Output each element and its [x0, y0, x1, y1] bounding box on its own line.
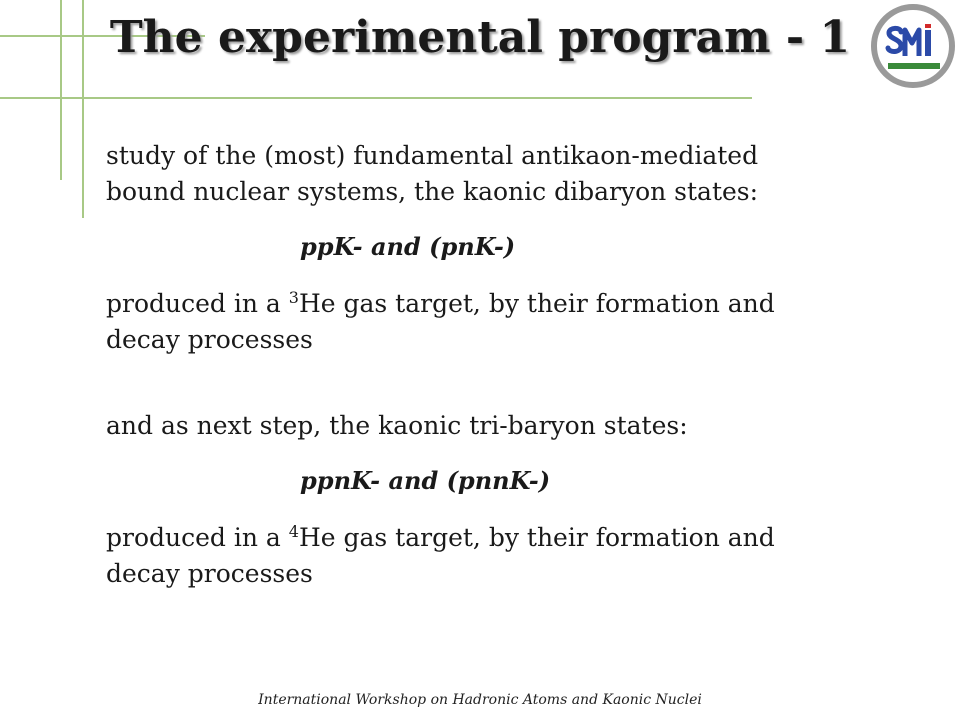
- decorative-vertical-line: [60, 0, 62, 180]
- formula-dibaryon: ppK- and (pnK-): [300, 232, 516, 261]
- paragraph-4-suffix: He gas target, by their formation and: [298, 523, 775, 552]
- paragraph-4-prefix: produced in a: [106, 523, 289, 552]
- paragraph-2-suffix: He gas target, by their formation and: [298, 289, 775, 318]
- decorative-vertical-line: [82, 0, 84, 218]
- paragraph-4-line-1: [106, 520, 775, 556]
- paragraph-2-prefix: produced in a: [106, 289, 289, 318]
- isotope-mass-number: 4: [288, 522, 299, 542]
- paragraph-1-line-1: study of the (most) fundamental antikaon-mediated: [106, 141, 759, 170]
- isotope-mass-number: 3: [288, 288, 299, 308]
- formula-tribaryon: ppnK- and (pnnK-): [300, 466, 551, 495]
- paragraph-3: and as next step, the kaonic tri-baryon states:: [106, 411, 688, 440]
- footer-workshop-name: International Workshop on Hadronic Atoms and Kaonic Nuclei: [258, 692, 702, 708]
- paragraph-1-line-2: bound nuclear systems, the kaonic dibaryon states:: [106, 177, 759, 206]
- slide-title: The experimental program - 1: [109, 12, 851, 63]
- decorative-horizontal-line: [0, 97, 752, 99]
- smi-logo: [870, 3, 956, 89]
- paragraph-4-line-2: decay processes: [106, 559, 313, 588]
- paragraph-2-line-2: decay processes: [106, 325, 313, 354]
- paragraph-2-line-1: [106, 286, 775, 322]
